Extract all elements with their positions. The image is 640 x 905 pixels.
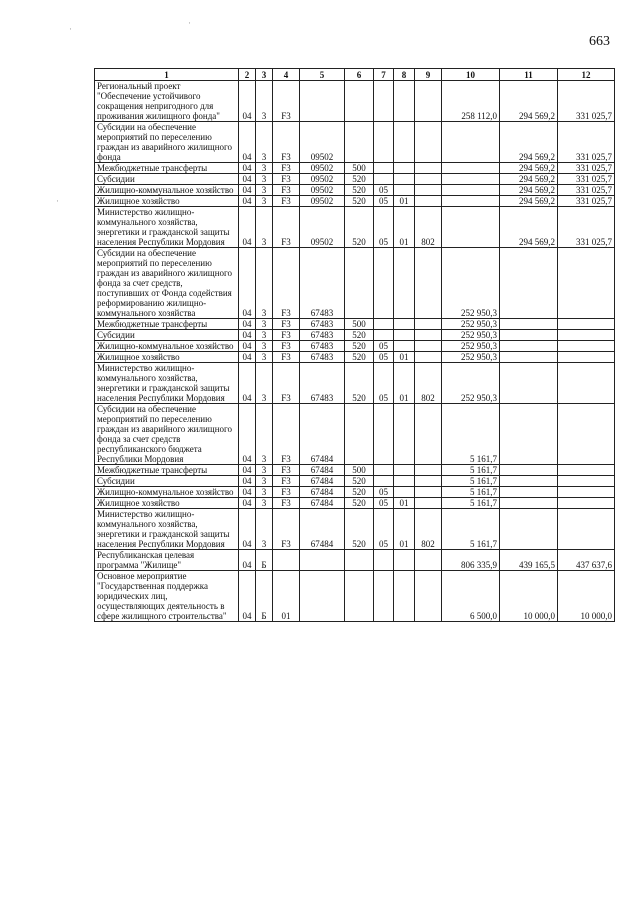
amount-cell (558, 476, 615, 487)
code-cell: 01 (273, 571, 300, 622)
amount-cell: 252 950,3 (442, 363, 500, 404)
amount-cell (442, 174, 500, 185)
amount-cell: 331 025,7 (558, 196, 615, 207)
table-body (95, 81, 615, 622)
code-cell: 3 (256, 185, 273, 196)
code-cell: 3 (256, 81, 273, 122)
table-row (95, 571, 615, 622)
code-cell: 520 (345, 509, 374, 550)
code-cell: 04 (239, 571, 256, 622)
code-cell: 05 (374, 363, 394, 404)
code-cell (374, 81, 394, 122)
code-cell: F3 (273, 248, 300, 319)
column-header: 10 (442, 69, 500, 81)
code-cell (415, 341, 442, 352)
amount-cell: 252 950,3 (442, 248, 500, 319)
code-cell: 04 (239, 404, 256, 465)
code-cell: 04 (239, 163, 256, 174)
amount-cell (558, 341, 615, 352)
amount-cell: 294 569,2 (500, 122, 558, 163)
amount-cell (558, 248, 615, 319)
name-cell: Субсидии на обеспечение мероприятий по переселению граждан из аварийного жилищного фонда за счет средств республиканского бюджета Республики Мордовия (95, 404, 239, 465)
column-header: 6 (345, 69, 374, 81)
code-cell: 04 (239, 465, 256, 476)
scan-mark: · (188, 18, 191, 28)
code-cell: 802 (415, 207, 442, 248)
code-cell: 05 (374, 352, 394, 363)
code-cell: F3 (273, 122, 300, 163)
code-cell: 09502 (300, 122, 345, 163)
code-cell (415, 122, 442, 163)
code-cell (374, 476, 394, 487)
code-cell (300, 550, 345, 571)
code-cell: 520 (345, 174, 374, 185)
amount-cell: 252 950,3 (442, 352, 500, 363)
code-cell: 05 (374, 207, 394, 248)
code-cell: F3 (273, 330, 300, 341)
code-cell: 67483 (300, 352, 345, 363)
code-cell: 67483 (300, 363, 345, 404)
code-cell: F3 (273, 319, 300, 330)
code-cell (300, 81, 345, 122)
code-cell (415, 174, 442, 185)
code-cell: 04 (239, 550, 256, 571)
code-cell: 01 (394, 509, 415, 550)
code-cell: F3 (273, 341, 300, 352)
scan-mark: · (69, 24, 72, 34)
code-cell: 3 (256, 487, 273, 498)
code-cell (394, 122, 415, 163)
amount-cell (442, 163, 500, 174)
table-row (95, 248, 615, 319)
name-cell: Межбюджетные трансферты (95, 465, 239, 476)
code-cell: F3 (273, 163, 300, 174)
column-header: 12 (558, 69, 615, 81)
code-cell: 05 (374, 185, 394, 196)
code-cell (394, 404, 415, 465)
amount-cell (558, 509, 615, 550)
amount-cell (558, 352, 615, 363)
code-cell: 67483 (300, 319, 345, 330)
code-cell: 3 (256, 196, 273, 207)
code-cell: 67483 (300, 330, 345, 341)
code-cell: 05 (374, 509, 394, 550)
amount-cell (500, 487, 558, 498)
code-cell: 3 (256, 498, 273, 509)
code-cell (415, 163, 442, 174)
code-cell: 09502 (300, 196, 345, 207)
name-cell: Региональный проект "Обеспечение устойчивого сокращения непригодного для проживания жилищного фонда" (95, 81, 239, 122)
amount-cell: 294 569,2 (500, 174, 558, 185)
amount-cell: 439 165,5 (500, 550, 558, 571)
code-cell: 3 (256, 174, 273, 185)
code-cell (374, 174, 394, 185)
amount-cell (500, 330, 558, 341)
code-cell (394, 185, 415, 196)
amount-cell: 294 569,2 (500, 163, 558, 174)
code-cell: 04 (239, 196, 256, 207)
code-cell: F3 (273, 498, 300, 509)
amount-cell (500, 509, 558, 550)
table-row (95, 174, 615, 185)
code-cell: 3 (256, 509, 273, 550)
code-cell (374, 330, 394, 341)
code-cell: 3 (256, 122, 273, 163)
code-cell (374, 163, 394, 174)
amount-cell: 5 161,7 (442, 465, 500, 476)
code-cell: Б (256, 550, 273, 571)
code-cell: 01 (394, 363, 415, 404)
amount-cell (558, 319, 615, 330)
code-cell: 05 (374, 498, 394, 509)
code-cell (394, 550, 415, 571)
amount-cell (558, 404, 615, 465)
code-cell: 520 (345, 196, 374, 207)
code-cell (394, 81, 415, 122)
table-row (95, 330, 615, 341)
name-cell: Министерство жилищно-коммунального хозяйства, энергетики и гражданской защиты населения Республики Мордовия (95, 207, 239, 248)
amount-cell: 5 161,7 (442, 404, 500, 465)
code-cell (415, 465, 442, 476)
code-cell: 67484 (300, 476, 345, 487)
code-cell: 520 (345, 363, 374, 404)
code-cell: 500 (345, 319, 374, 330)
code-cell (415, 81, 442, 122)
table-row (95, 498, 615, 509)
amount-cell: 5 161,7 (442, 509, 500, 550)
name-cell: Жилищное хозяйство (95, 196, 239, 207)
code-cell (394, 487, 415, 498)
code-cell: 3 (256, 476, 273, 487)
amount-cell: 10 000,0 (500, 571, 558, 622)
code-cell: 3 (256, 352, 273, 363)
code-cell (374, 122, 394, 163)
code-cell: F3 (273, 487, 300, 498)
code-cell (345, 404, 374, 465)
code-cell: F3 (273, 185, 300, 196)
code-cell: 520 (345, 498, 374, 509)
code-cell: 01 (394, 498, 415, 509)
amount-cell: 331 025,7 (558, 174, 615, 185)
table-row (95, 196, 615, 207)
table-row (95, 163, 615, 174)
name-cell: Субсидии на обеспечение мероприятий по переселению граждан из аварийного жилищного фонда (95, 122, 239, 163)
amount-cell: 294 569,2 (500, 185, 558, 196)
budget-table (94, 68, 615, 622)
code-cell (345, 248, 374, 319)
code-cell (374, 404, 394, 465)
code-cell: F3 (273, 174, 300, 185)
amount-cell: 331 025,7 (558, 122, 615, 163)
code-cell: 3 (256, 163, 273, 174)
code-cell: 3 (256, 319, 273, 330)
amount-cell (442, 196, 500, 207)
amount-cell: 252 950,3 (442, 330, 500, 341)
code-cell: 67483 (300, 341, 345, 352)
code-cell: 04 (239, 185, 256, 196)
code-cell (394, 248, 415, 319)
column-header: 4 (273, 69, 300, 81)
amount-cell: 252 950,3 (442, 319, 500, 330)
code-cell (415, 352, 442, 363)
amount-cell: 258 112,0 (442, 81, 500, 122)
column-header: 2 (239, 69, 256, 81)
code-cell: F3 (273, 352, 300, 363)
amount-cell (500, 465, 558, 476)
code-cell: 520 (345, 341, 374, 352)
amount-cell (442, 207, 500, 248)
table-header (95, 69, 615, 81)
code-cell: 520 (345, 185, 374, 196)
amount-cell (558, 487, 615, 498)
amount-cell (500, 248, 558, 319)
code-cell: 3 (256, 404, 273, 465)
name-cell: Субсидии (95, 330, 239, 341)
code-cell: 04 (239, 319, 256, 330)
code-cell: 04 (239, 498, 256, 509)
amount-cell (558, 363, 615, 404)
amount-cell (500, 498, 558, 509)
name-cell: Жилищно-коммунальное хозяйство (95, 185, 239, 196)
code-cell: 05 (374, 196, 394, 207)
code-cell: F3 (273, 196, 300, 207)
code-cell (394, 341, 415, 352)
code-cell: 04 (239, 248, 256, 319)
name-cell: Субсидии (95, 174, 239, 185)
code-cell: Б (256, 571, 273, 622)
amount-cell: 437 637,6 (558, 550, 615, 571)
amount-cell (558, 465, 615, 476)
code-cell: F3 (273, 363, 300, 404)
name-cell: Субсидии (95, 476, 239, 487)
name-cell: Основное мероприятие "Государственная поддержка юридических лиц, осуществляющих деятельность в сфере жилищного строительства" (95, 571, 239, 622)
code-cell: 04 (239, 341, 256, 352)
code-cell (345, 550, 374, 571)
code-cell: 04 (239, 122, 256, 163)
code-cell (415, 476, 442, 487)
code-cell: 3 (256, 207, 273, 248)
code-cell (394, 571, 415, 622)
code-cell (374, 248, 394, 319)
amount-cell: 5 161,7 (442, 476, 500, 487)
amount-cell: 331 025,7 (558, 163, 615, 174)
code-cell: F3 (273, 476, 300, 487)
table-row (95, 487, 615, 498)
table-row (95, 509, 615, 550)
column-header: 1 (95, 69, 239, 81)
table-row (95, 185, 615, 196)
code-cell (415, 571, 442, 622)
code-cell: 520 (345, 487, 374, 498)
code-cell: 520 (345, 476, 374, 487)
code-cell: 520 (345, 207, 374, 248)
code-cell: 04 (239, 352, 256, 363)
code-cell: 520 (345, 352, 374, 363)
code-cell: 802 (415, 363, 442, 404)
amount-cell: 5 161,7 (442, 487, 500, 498)
code-cell: 67484 (300, 498, 345, 509)
code-cell: 67484 (300, 465, 345, 476)
code-cell (415, 196, 442, 207)
table-row (95, 363, 615, 404)
name-cell: Межбюджетные трансферты (95, 319, 239, 330)
code-cell (374, 571, 394, 622)
table-row (95, 207, 615, 248)
table-row (95, 352, 615, 363)
table-row (95, 341, 615, 352)
code-cell: 04 (239, 81, 256, 122)
code-cell (374, 465, 394, 476)
amount-cell (500, 363, 558, 404)
code-cell (394, 330, 415, 341)
code-cell: F3 (273, 465, 300, 476)
code-cell (345, 81, 374, 122)
amount-cell (442, 122, 500, 163)
table-row (95, 476, 615, 487)
code-cell: 67484 (300, 404, 345, 465)
name-cell: Жилищно-коммунальное хозяйство (95, 341, 239, 352)
code-cell (345, 122, 374, 163)
column-header: 8 (394, 69, 415, 81)
amount-cell (500, 341, 558, 352)
table-row (95, 122, 615, 163)
code-cell (394, 163, 415, 174)
amount-cell: 6 500,0 (442, 571, 500, 622)
table-row (95, 550, 615, 571)
code-cell (415, 487, 442, 498)
name-cell: Жилищное хозяйство (95, 352, 239, 363)
code-cell (415, 404, 442, 465)
code-cell: 04 (239, 487, 256, 498)
column-header: 11 (500, 69, 558, 81)
code-cell (374, 319, 394, 330)
code-cell: 67484 (300, 509, 345, 550)
table-row (95, 404, 615, 465)
code-cell: 520 (345, 330, 374, 341)
code-cell (273, 550, 300, 571)
code-cell: 09502 (300, 185, 345, 196)
amount-cell: 294 569,2 (500, 81, 558, 122)
amount-cell (442, 185, 500, 196)
code-cell (415, 319, 442, 330)
amount-cell: 252 950,3 (442, 341, 500, 352)
code-cell: F3 (273, 207, 300, 248)
code-cell: 04 (239, 476, 256, 487)
name-cell: Министерство жилищно-коммунального хозяйства, энергетики и гражданской защиты населения Республики Мордовия (95, 509, 239, 550)
code-cell: 500 (345, 163, 374, 174)
amount-cell: 331 025,7 (558, 185, 615, 196)
amount-cell: 294 569,2 (500, 196, 558, 207)
name-cell: Субсидии на обеспечение мероприятий по переселению граждан из аварийного жилищного фонда за счет средств, поступивших от Фонда содействия реформированию жилищно-коммунального хозяйства (95, 248, 239, 319)
code-cell: 09502 (300, 174, 345, 185)
amount-cell (500, 319, 558, 330)
code-cell: 3 (256, 248, 273, 319)
name-cell: Министерство жилищно-коммунального хозяйства, энергетики и гражданской защиты населения Республики Мордовия (95, 363, 239, 404)
code-cell: 04 (239, 330, 256, 341)
name-cell: Республиканская целевая программа "Жилище" (95, 550, 239, 571)
code-cell (415, 185, 442, 196)
amount-cell: 331 025,7 (558, 207, 615, 248)
column-header: 7 (374, 69, 394, 81)
column-header: 3 (256, 69, 273, 81)
amount-cell: 294 569,2 (500, 207, 558, 248)
code-cell: 802 (415, 509, 442, 550)
name-cell: Жилищно-коммунальное хозяйство (95, 487, 239, 498)
code-cell: 3 (256, 465, 273, 476)
code-cell: 04 (239, 509, 256, 550)
amount-cell (558, 330, 615, 341)
code-cell (394, 174, 415, 185)
code-cell (345, 571, 374, 622)
code-cell (394, 465, 415, 476)
code-cell: 01 (394, 352, 415, 363)
code-cell (374, 550, 394, 571)
code-cell: F3 (273, 509, 300, 550)
code-cell: 3 (256, 330, 273, 341)
code-cell: 05 (374, 341, 394, 352)
code-cell: 01 (394, 196, 415, 207)
code-cell: 09502 (300, 163, 345, 174)
name-cell: Межбюджетные трансферты (95, 163, 239, 174)
code-cell: 500 (345, 465, 374, 476)
code-cell (415, 550, 442, 571)
amount-cell (500, 352, 558, 363)
amount-cell: 331 025,7 (558, 81, 615, 122)
code-cell: 09502 (300, 207, 345, 248)
amount-cell: 10 000,0 (558, 571, 615, 622)
code-cell: 04 (239, 174, 256, 185)
amount-cell (500, 476, 558, 487)
code-cell (300, 571, 345, 622)
code-cell: F3 (273, 81, 300, 122)
scan-mark: · (56, 196, 59, 206)
code-cell: 3 (256, 363, 273, 404)
code-cell (415, 248, 442, 319)
column-header: 9 (415, 69, 442, 81)
code-cell: 05 (374, 487, 394, 498)
amount-cell: 5 161,7 (442, 498, 500, 509)
code-cell (415, 330, 442, 341)
code-cell: 04 (239, 363, 256, 404)
table-row (95, 319, 615, 330)
code-cell: F3 (273, 404, 300, 465)
column-header: 5 (300, 69, 345, 81)
code-cell: 3 (256, 341, 273, 352)
code-cell: 04 (239, 207, 256, 248)
name-cell: Жилищное хозяйство (95, 498, 239, 509)
code-cell (394, 319, 415, 330)
code-cell (394, 476, 415, 487)
table-row (95, 81, 615, 122)
page-number: 663 (589, 34, 610, 49)
table-row (95, 465, 615, 476)
amount-cell (500, 404, 558, 465)
code-cell: 67484 (300, 487, 345, 498)
code-cell: 01 (394, 207, 415, 248)
amount-cell (558, 498, 615, 509)
code-cell: 67483 (300, 248, 345, 319)
code-cell (415, 498, 442, 509)
amount-cell: 806 335,9 (442, 550, 500, 571)
